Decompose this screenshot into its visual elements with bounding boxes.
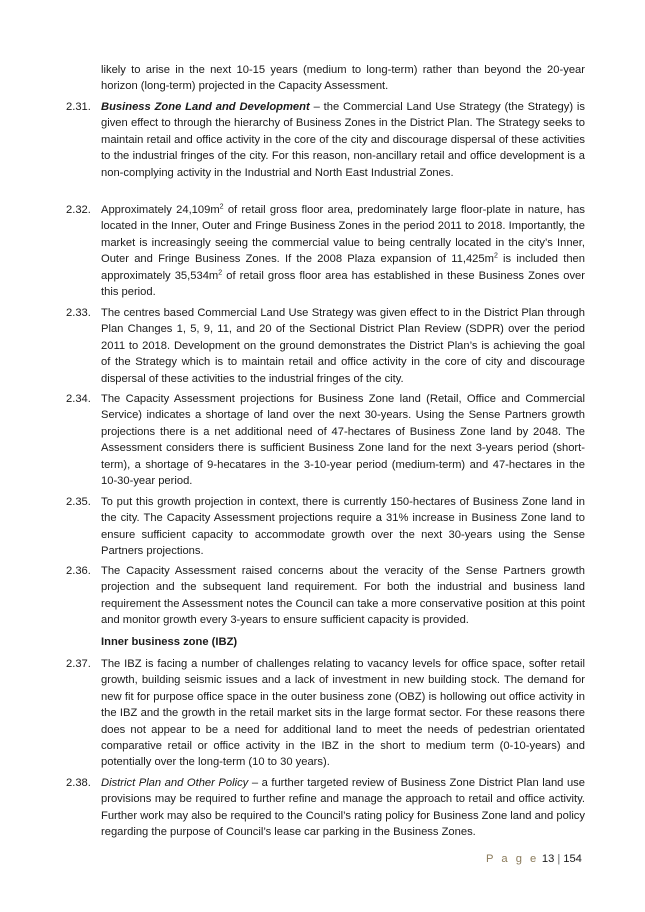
paragraph-number: 2.31. xyxy=(66,101,91,113)
page-label: P a g e xyxy=(486,853,539,865)
paragraph-number: 2.32. xyxy=(66,204,91,216)
page-footer xyxy=(486,852,582,866)
paragraph-2-31 xyxy=(66,99,585,181)
paragraph-2-35 xyxy=(66,494,585,560)
paragraph-body: – the Commercial Land Use Strategy (the Strategy) is given effect to through the hierarchy of Business Zones in the District Plan. The Strategy seeks to maintain retail and office activity in the core of the city and discourage dispersal of these activities to the industrial fringes of the city. For this reason, non-ancillary retail and office development is a non-complying activity in the Industrial and North East Industrial Zones. xyxy=(101,101,585,179)
paragraph-text xyxy=(101,775,585,841)
superscript: 2 xyxy=(219,203,224,211)
paragraph-body: is included then approximately 35,534m xyxy=(101,253,585,282)
paragraph-number: 2.36. xyxy=(66,565,91,577)
superscript: 2 xyxy=(493,252,498,260)
paragraph-2-33 xyxy=(66,305,585,387)
paragraph-number: 2.33. xyxy=(66,307,91,319)
paragraph-body: of retail gross floor area, predominately large floor-plate in nature, has located in the Inner, Outer and Fringe Business Zones in the period 2011 to 2018. Importantly, the market is increasingly seeing the commercial value to being centrally located in the city’s Inner, Outer and Fringe Business Zones. If the 2008 Plaza expansion of 11,425m xyxy=(101,204,585,266)
paragraph-text: The Capacity Assessment projections for Business Zone land (Retail, Office and Commercial Service) indicates a shortage of land over the next 30-years. Using the Sense Partners growth projections there is a net additional need of 47-hectares of Business Zone land by 2048. The Assessment considers there is sufficient Business Zone land for the next 3-years period (short-term), a shortage of 9-hecatares in the 3-10-year period (medium-term) and 47-hectares in the 10-30-year period. xyxy=(101,393,585,488)
section-heading: Inner business zone (IBZ) xyxy=(101,636,238,648)
paragraph-text: To put this growth projection in context, there is currently 150-hectares of Business Zone land in the city. The Capacity Assessment projections require a 31% increase in Business Zone land to ensure sufficient capacity to accommodate growth over the next 30-years using the Sense Partners projections. xyxy=(101,496,585,558)
page-number: 13 xyxy=(541,853,555,865)
paragraph-lead: Business Zone Land and Development xyxy=(101,101,310,113)
superscript: 2 xyxy=(218,268,223,276)
paragraph-2-37 xyxy=(66,656,585,771)
intro-continuation: likely to arise in the next 10-15 years (medium to long-term) rather than beyond the 20-year horizon (long-term) projected in the Capacity Assessment. xyxy=(101,64,585,93)
paragraph-text: The IBZ is facing a number of challenges relating to vacancy levels for office space, softer retail growth, building seismic issues and a lack of investment in new building stock. The demand for new fit for purpose office space in the outer business zone (OBZ) is hollowing out office activity in the IBZ and the growth in the retail market sits in the large format sector. For these reasons there does not appear to be a need for additional land to meet the needs of pedestrian orientated comparative retail or office activity in the IBZ in the short to medium term (0-10-years) and potentially over the long-term (10 to 30 years). xyxy=(101,658,585,769)
paragraph-2-32 xyxy=(66,202,585,300)
paragraph-number: 2.34. xyxy=(66,393,91,405)
paragraph-number: 2.37. xyxy=(66,658,91,670)
paragraph-number: 2.35. xyxy=(66,496,91,508)
paragraph-body: – a further targeted review of Business Zone District Plan land use provisions may be required to further refine and manage the approach to retail and office activity. Further work may also be required to the Council’s rating policy for Business Zone land and policy regarding the purpose of Council’s lease car parking in the Business Zones. xyxy=(101,777,585,839)
paragraph-body: Approximately 24,109m xyxy=(101,204,220,216)
footer-separator: | xyxy=(557,853,561,865)
paragraph-text: The Capacity Assessment raised concerns about the veracity of the Sense Partners growth projection and the subsequent land requirement. For both the industrial and business land requirement the Assessment notes the Council can take a more conservative position at this point and monitor growth every 3-years to ensure sufficient capacity is provided. xyxy=(101,565,585,627)
paragraph-2-34 xyxy=(66,391,585,489)
paragraph-text: The centres based Commercial Land Use Strategy was given effect to in the District Plan through Plan Changes 1, 5, 9, 11, and 20 of the Sectional District Plan Review (SDPR) over the period 2011 to 2018. Development on the ground demonstrates the District Plan’s is achieving the goal of the Strategy which is to maintain retail and office activity in the core of city and discourage dispersal of these activities to the industrial fringes of the city. xyxy=(101,307,585,385)
paragraph-lead: District Plan and Other Policy xyxy=(101,777,249,789)
paragraph-text xyxy=(101,99,585,181)
paragraph-2-36 xyxy=(66,563,585,629)
paragraph-2-38 xyxy=(66,775,585,841)
paragraph-body: of retail gross floor area has established in these Business Zones over this period. xyxy=(101,269,585,299)
paragraph-text xyxy=(101,202,585,300)
paragraph-number: 2.38. xyxy=(66,777,91,789)
page-total: 154 xyxy=(563,853,582,865)
